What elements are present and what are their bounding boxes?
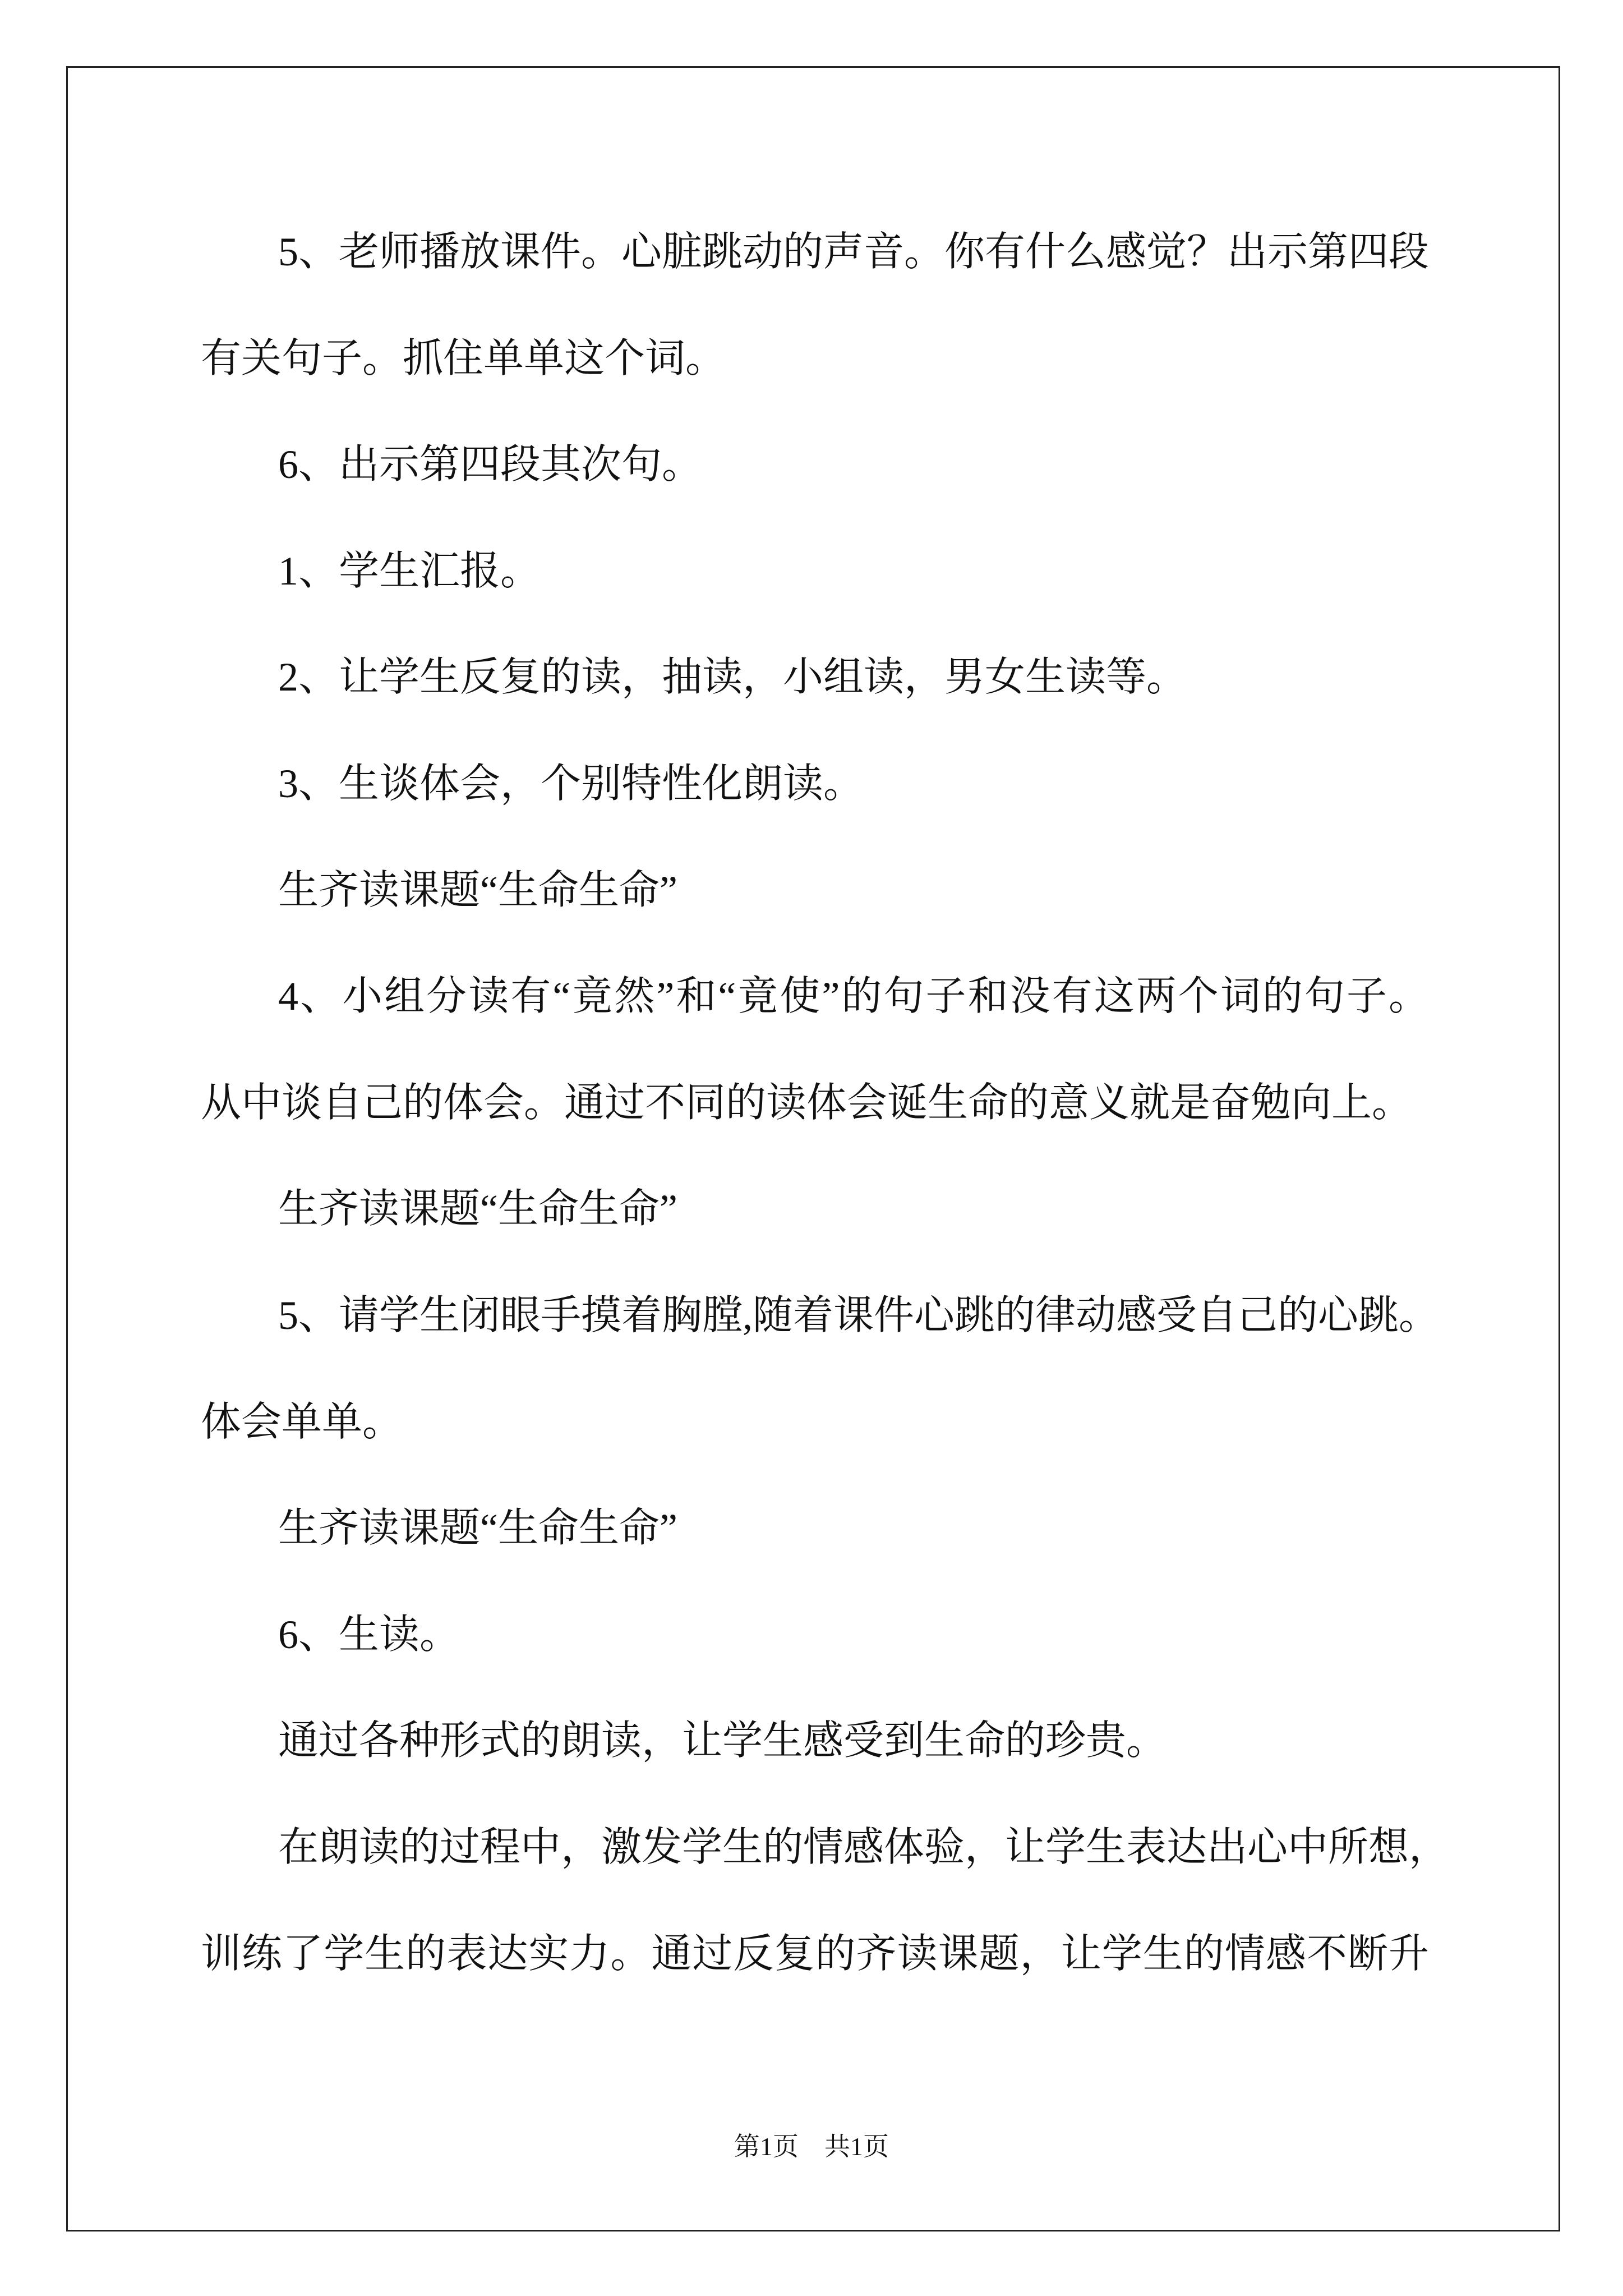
page-border <box>66 66 1560 2231</box>
text-line: 生齐读课题“生命生命” <box>278 868 677 913</box>
page-total: 共1页 <box>824 2132 889 2161</box>
text-line: 生齐读课题“生命生命” <box>278 1186 677 1231</box>
text-line: 3、生谈体会，个别特性化朗读。 <box>278 761 864 806</box>
text-line: 通过各种形式的朗读，让学生感受到生命的珍贵。 <box>278 1718 1167 1763</box>
text-line: 1、学生汇报。 <box>278 549 541 593</box>
page-number: 第1页 <box>734 2132 799 2161</box>
page-footer <box>0 2130 1623 2164</box>
text-line: 生齐读课题“生命生命” <box>278 1506 677 1550</box>
text-line: 6、生读。 <box>278 1612 460 1657</box>
text-line: 有关句子。抓住单单这个词。 <box>201 336 726 381</box>
text-line: 6、出示第四段其次句。 <box>278 442 703 487</box>
text-line: 5、老师播放课件。心脏跳动的声音。你有什么感觉？出示第四段 <box>278 229 1430 274</box>
text-line: 4、小组分读有“竟然”和“竟使”的句子和没有这两个词的句子。 <box>278 974 1429 1019</box>
text-line: 训练了学生的表达实力。通过反复的齐读课题，让学生的情感不断升 <box>201 1931 1429 1976</box>
text-line: 从中谈自己的体会。通过不同的读体会诞生命的意义就是奋勉向上。 <box>201 1080 1413 1125</box>
text-line: 5、请学生闭眼手摸着胸膛,随着课件心跳的律动感受自己的心跳。 <box>278 1293 1440 1338</box>
text-line: 体会单单。 <box>201 1400 403 1444</box>
text-line: 2、让学生反复的读，抽读，小组读，男女生读等。 <box>278 655 1187 700</box>
text-line: 在朗读的过程中，激发学生的情感体验，让学生表达出心中所想， <box>278 1825 1450 1870</box>
